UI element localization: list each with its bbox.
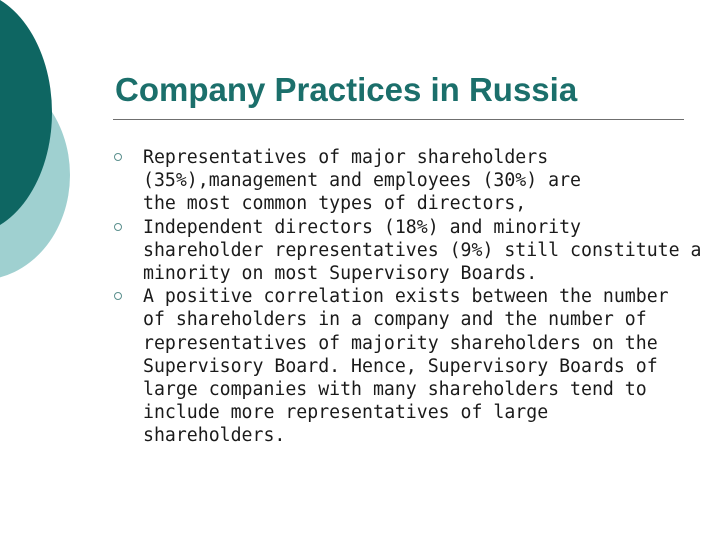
- bullet-line: large companies with many shareholders tend to: [143, 379, 647, 401]
- bullet-item-correlation: [114, 285, 694, 447]
- hollow-circle-bullet-icon: [114, 153, 122, 161]
- bullet-item-shareholders: [114, 146, 694, 216]
- bullet-line: the most common types of directors,: [143, 193, 527, 215]
- bullet-line: Independent directors (18%) and minority: [143, 216, 581, 238]
- bullet-list: [114, 146, 702, 448]
- bullet-line: include more representatives of large: [143, 402, 549, 424]
- slide-title: Company Practices in Russia: [115, 71, 578, 108]
- bullet-item-independent-directors: [114, 216, 702, 286]
- title-divider: [113, 119, 684, 120]
- bullet-line: shareholders.: [143, 425, 286, 447]
- bullet-line: representatives of majority shareholders on the: [143, 332, 658, 354]
- bullet-line: Representatives of major shareholders: [143, 147, 549, 168]
- bullet-line: A positive correlation exists between the number: [143, 286, 669, 308]
- hollow-circle-bullet-icon: [114, 223, 122, 231]
- bullet-line: of shareholders in a company and the number of: [143, 309, 647, 331]
- hollow-circle-bullet-icon: [114, 292, 122, 300]
- bullet-line: (35%),management and employees (30%) are: [143, 170, 581, 192]
- bullet-line: Supervisory Board. Hence, Supervisory Boards of: [143, 355, 658, 377]
- bullet-line: minority on most Supervisory Boards.: [143, 263, 538, 285]
- bullet-line: shareholder representatives (9%) still constitute a: [143, 239, 702, 261]
